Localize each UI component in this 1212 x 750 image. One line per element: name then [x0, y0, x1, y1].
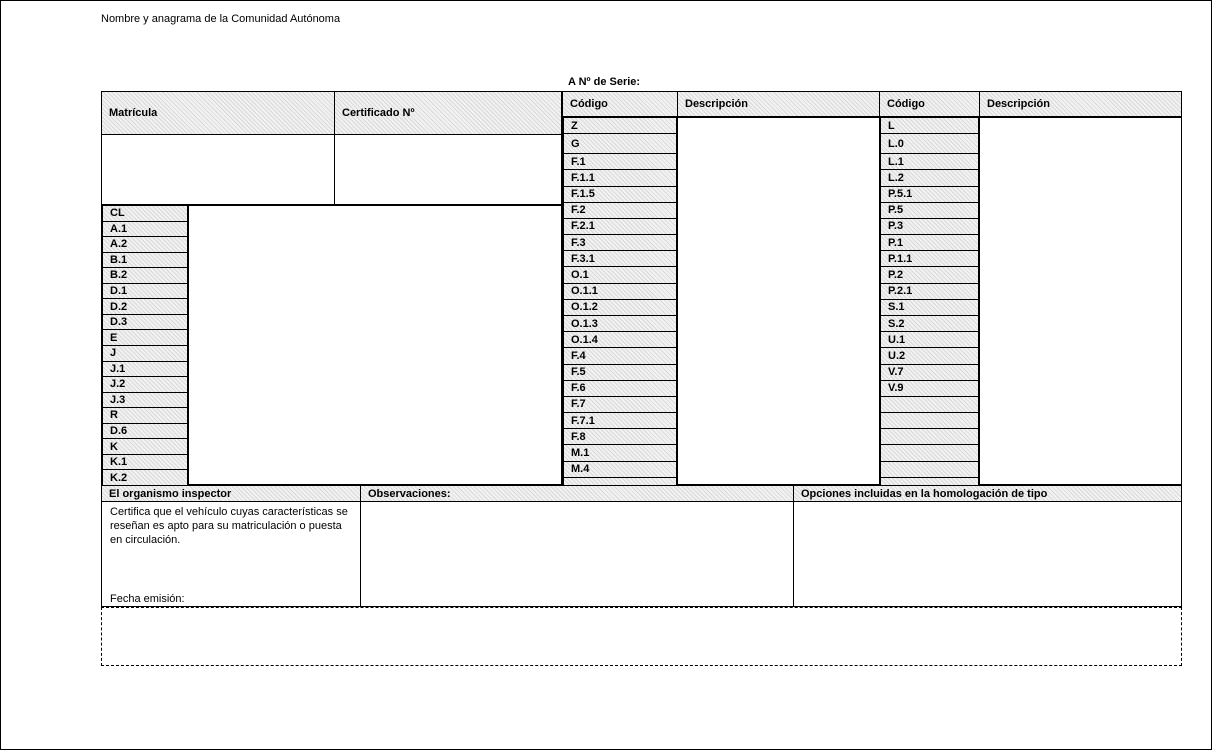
code-label: V.9 — [888, 382, 904, 395]
code-cell — [562, 331, 678, 348]
table1-descripcion-header — [677, 91, 880, 117]
code-label: R — [110, 409, 118, 422]
code-label: S.2 — [888, 317, 905, 330]
code-cell — [562, 153, 678, 170]
code-label: B.1 — [110, 253, 128, 266]
code-cell — [101, 392, 189, 409]
code-label: F.4 — [571, 349, 586, 362]
organismo-label: El organismo inspector — [109, 487, 232, 500]
code-cell — [879, 117, 980, 134]
code-cell — [562, 202, 678, 219]
code-cell — [101, 376, 189, 393]
code-label: B.2 — [110, 269, 128, 282]
code-label: F.1.1 — [571, 171, 595, 184]
code-label: P.2 — [888, 269, 904, 282]
code-label: P.5.1 — [888, 188, 913, 201]
code-label: J.3 — [110, 393, 126, 406]
code-cell — [562, 380, 678, 397]
code-cell — [879, 218, 980, 235]
matricula-field[interactable] — [101, 134, 335, 205]
code-label: L — [888, 119, 895, 132]
table1-descripcion-label: Descripción — [685, 98, 748, 110]
code-cell — [879, 364, 980, 381]
code-label: M.1 — [571, 446, 590, 459]
code-cell — [562, 133, 678, 154]
code-cell — [562, 117, 678, 134]
code-label: E — [110, 331, 118, 344]
observaciones-header — [360, 485, 794, 502]
code-label: O.1.2 — [571, 301, 598, 314]
code-label: L.1 — [888, 155, 904, 168]
code-label: Z — [571, 119, 578, 132]
code-cell — [101, 469, 189, 486]
code-cell — [879, 396, 980, 413]
code-cell — [562, 315, 678, 332]
code-cell — [562, 428, 678, 445]
code-label: J.2 — [110, 378, 126, 391]
code-cell — [879, 299, 980, 316]
code-cell — [562, 412, 678, 429]
table2-descripcion-header — [979, 91, 1182, 117]
code-cell — [101, 252, 189, 269]
left-code-values-area[interactable] — [188, 205, 562, 485]
code-label: A.2 — [110, 238, 128, 251]
opciones-label: Opciones incluidas en la homologación de tipo — [801, 487, 1048, 500]
code-label: M.4 — [571, 463, 590, 476]
opciones-field[interactable] — [793, 501, 1182, 607]
code-label: P.3 — [888, 220, 904, 233]
code-cell — [879, 202, 980, 219]
observaciones-field[interactable] — [360, 501, 794, 607]
code-label: G — [571, 137, 580, 150]
code-cell — [101, 314, 189, 331]
signature-stamp-area — [101, 607, 1182, 666]
code-label: CL — [110, 207, 125, 220]
code-cell — [562, 266, 678, 283]
table2-descripcion-area[interactable] — [979, 117, 1182, 485]
code-cell — [879, 250, 980, 267]
code-cell — [562, 444, 678, 461]
code-cell — [101, 438, 189, 455]
code-cell — [879, 153, 980, 170]
code-label: O.1.3 — [571, 317, 598, 330]
code-label: D.3 — [110, 316, 128, 329]
code-label: F.7 — [571, 398, 586, 411]
code-cell — [101, 221, 189, 238]
code-label: F.3.1 — [571, 252, 595, 265]
code-cell — [879, 169, 980, 186]
table2-codigo-label: Código — [887, 98, 925, 110]
code-label: D.6 — [110, 425, 128, 438]
code-cell — [879, 234, 980, 251]
code-label: F.1 — [571, 155, 586, 168]
code-label: P.5 — [888, 204, 904, 217]
code-label: O.1.1 — [571, 285, 598, 298]
code-cell — [879, 315, 980, 332]
organismo-header — [101, 485, 361, 502]
table2-codigo-header — [879, 91, 980, 117]
code-label: P.2.1 — [888, 285, 913, 298]
code-cell — [101, 205, 189, 222]
code-label: U.2 — [888, 349, 906, 362]
code-cell — [562, 364, 678, 381]
community-name: Nombre y anagrama de la Comunidad Autónoma — [101, 13, 341, 25]
code-label: D.2 — [110, 300, 128, 313]
code-cell — [101, 283, 189, 300]
code-label: V.7 — [888, 366, 904, 379]
code-cell — [562, 347, 678, 364]
observaciones-label: Observaciones: — [368, 487, 451, 500]
code-cell — [101, 423, 189, 440]
code-cell — [562, 283, 678, 300]
matricula-label: Matrícula — [109, 107, 158, 119]
code-label: O.1 — [571, 269, 589, 282]
code-cell — [879, 412, 980, 429]
code-label: K.1 — [110, 456, 128, 469]
code-label: K.2 — [110, 471, 128, 484]
code-label: U.1 — [888, 333, 906, 346]
code-cell — [562, 186, 678, 203]
code-label: J — [110, 347, 117, 360]
table2-descripcion-label: Descripción — [987, 98, 1050, 110]
code-label: P.1 — [888, 236, 904, 249]
code-label: F.2.1 — [571, 220, 595, 233]
code-label: K — [110, 440, 118, 453]
opciones-header — [793, 485, 1182, 502]
code-cell — [101, 329, 189, 346]
code-cell — [879, 347, 980, 364]
series-number-label: A Nº de Serie: — [568, 76, 641, 88]
code-label: F.7.1 — [571, 414, 595, 427]
code-cell — [879, 380, 980, 397]
code-cell — [562, 169, 678, 186]
code-cell — [101, 236, 189, 253]
code-cell — [562, 234, 678, 251]
code-label: P.1.1 — [888, 252, 913, 265]
code-label: O.1.4 — [571, 333, 598, 346]
code-label: S.1 — [888, 301, 905, 314]
code-label: L.2 — [888, 171, 904, 184]
organismo-box — [101, 501, 361, 607]
code-cell — [101, 361, 189, 378]
code-cell — [562, 461, 678, 478]
code-cell — [879, 444, 980, 461]
code-cell — [879, 283, 980, 300]
fecha-emision-label: Fecha emisión: — [110, 593, 185, 605]
code-cell — [879, 461, 980, 478]
code-label: F.8 — [571, 430, 586, 443]
table1-codigo-header — [562, 91, 678, 117]
code-label: D.1 — [110, 285, 128, 298]
certificado-label: Certificado Nº — [342, 107, 415, 119]
code-cell — [101, 454, 189, 471]
code-cell — [879, 266, 980, 283]
matricula-header — [101, 91, 335, 135]
code-cell — [879, 428, 980, 445]
code-label: F.2 — [571, 204, 586, 217]
code-label: F.6 — [571, 382, 586, 395]
code-cell — [562, 396, 678, 413]
code-cell — [562, 250, 678, 267]
code-cell — [879, 331, 980, 348]
code-label: F.5 — [571, 366, 586, 379]
code-label: A.1 — [110, 222, 128, 235]
code-label: F.1.5 — [571, 188, 595, 201]
code-label: F.3 — [571, 236, 586, 249]
code-cell — [101, 407, 189, 424]
code-cell — [562, 218, 678, 235]
code-cell — [879, 186, 980, 203]
code-label: J.1 — [110, 362, 126, 375]
code-cell — [101, 298, 189, 315]
code-cell — [562, 299, 678, 316]
table1-codigo-label: Código — [570, 98, 608, 110]
certificado-header — [334, 91, 562, 135]
certificado-field[interactable] — [334, 134, 562, 205]
code-label: L.0 — [888, 137, 904, 150]
code-cell — [101, 267, 189, 284]
code-cell — [101, 345, 189, 362]
code-cell — [879, 133, 980, 154]
table1-descripcion-area[interactable] — [677, 117, 880, 485]
organismo-certification-text: Certifica que el vehículo cuyas características se reseñan es apto para su matriculación o puesta en circulación. — [110, 506, 348, 546]
